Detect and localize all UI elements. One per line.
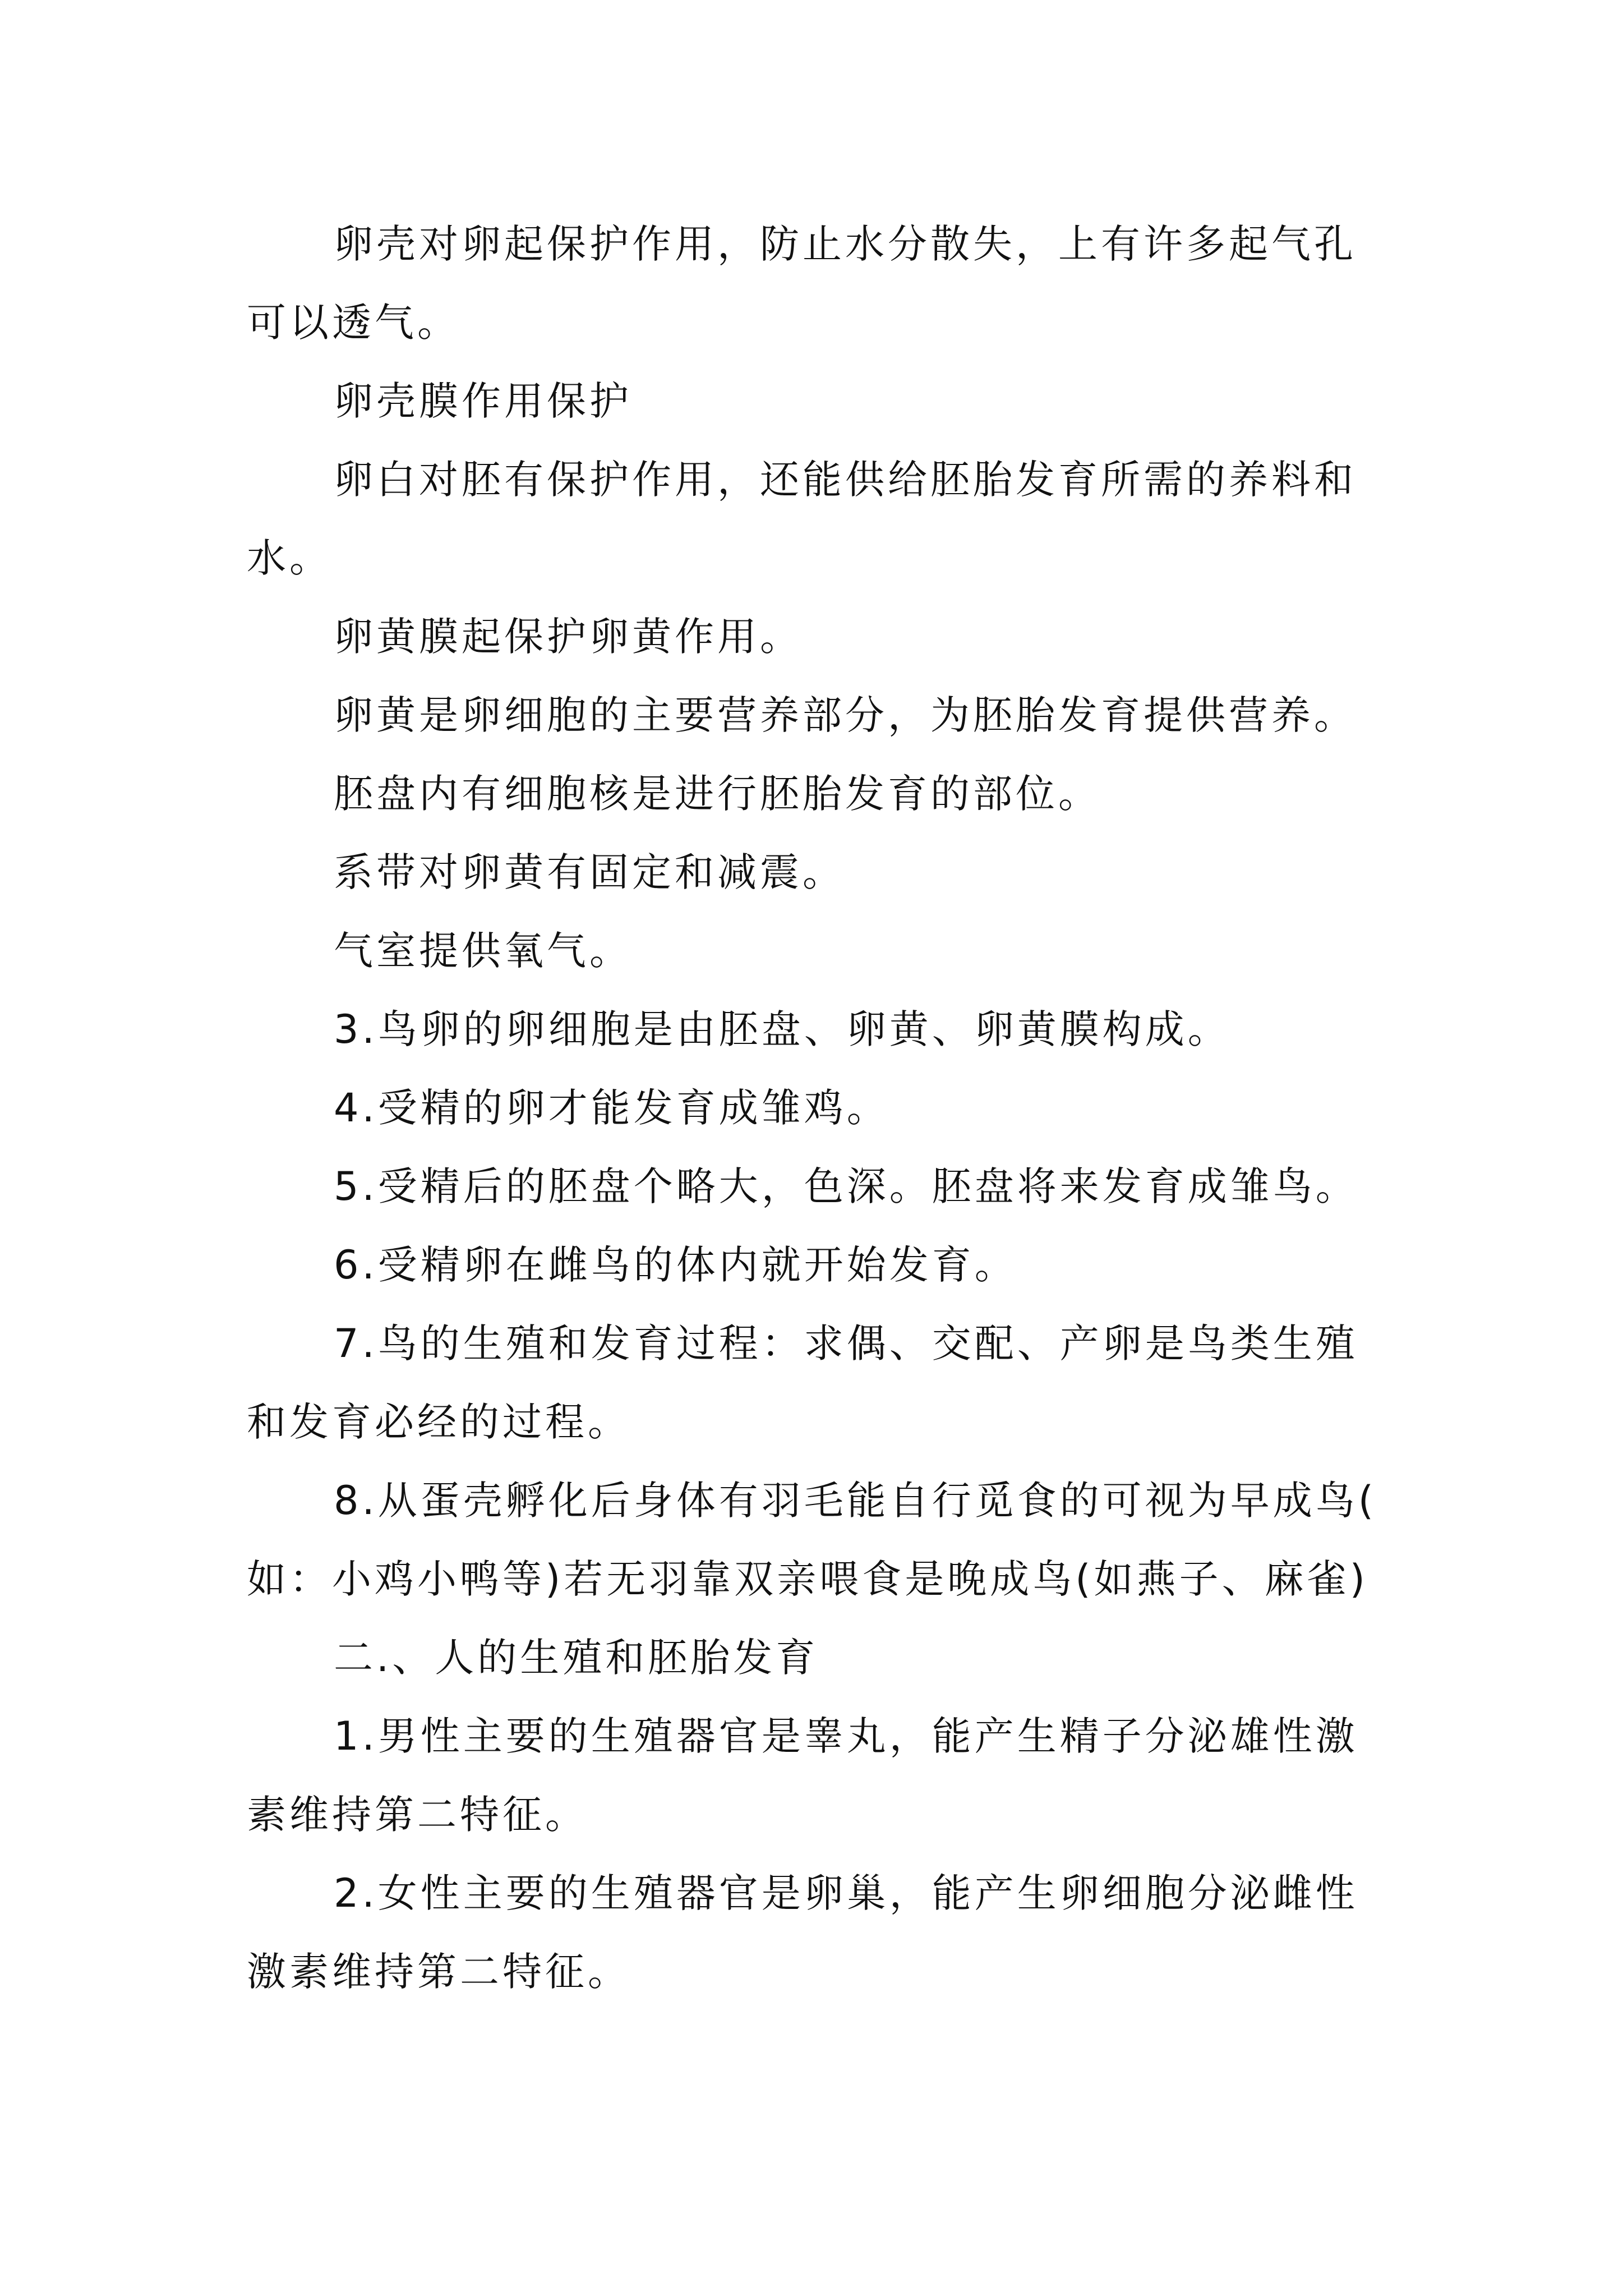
paragraph: 1.男性主要的生殖器官是睾丸，能产生精子分泌雄性激素维持第二特征。 <box>247 1713 1358 1838</box>
section-heading: 二.、人的生殖和胚胎发育 <box>334 1635 819 1681</box>
paragraph: 系带对卵黄有固定和减震。 <box>334 849 845 895</box>
paragraph: 卵黄是卵细胞的主要营养部分，为胚胎发育提供营养。 <box>334 692 1357 738</box>
paragraph: 7.鸟的生殖和发育过程：求偶、交配、产卵是鸟类生殖和发育必经的过程。 <box>247 1320 1358 1445</box>
paragraph: 气室提供氧气。 <box>334 928 632 974</box>
paragraph: 卵壳对卵起保护作用，防止水分散失，上有许多起气孔可以透气。 <box>247 221 1357 346</box>
paragraph: 2.女性主要的生殖器官是卵巢，能产生卵细胞分泌雌性激素维持第二特征。 <box>247 1870 1358 1995</box>
paragraph: 卵白对胚有保护作用，还能供给胚胎发育所需的养料和水。 <box>247 457 1357 581</box>
paragraph: 胚盘内有细胞核是进行胚胎发育的部位。 <box>334 771 1101 817</box>
paragraph: 3.鸟卵的卵细胞是由胚盘、卵黄、卵黄膜构成。 <box>334 1006 1230 1052</box>
paragraph: 5.受精后的胚盘个略大，色深。胚盘将来发育成雏鸟。 <box>334 1163 1358 1209</box>
paragraph: 卵黄膜起保护卵黄作用。 <box>334 614 803 660</box>
paragraph: 4.受精的卵才能发育成雏鸡。 <box>334 1085 889 1131</box>
document-body <box>247 205 1396 2011</box>
paragraph: 6.受精卵在雌鸟的体内就开始发育。 <box>334 1242 1017 1288</box>
paragraph: 卵壳膜作用保护 <box>334 378 632 424</box>
paragraph: 8.从蛋壳孵化后身体有羽毛能自行觅食的可视为早成鸟(如：小鸡小鸭等)若无羽靠双亲喂食是晚成鸟(如燕子、麻雀) <box>247 1478 1377 1602</box>
